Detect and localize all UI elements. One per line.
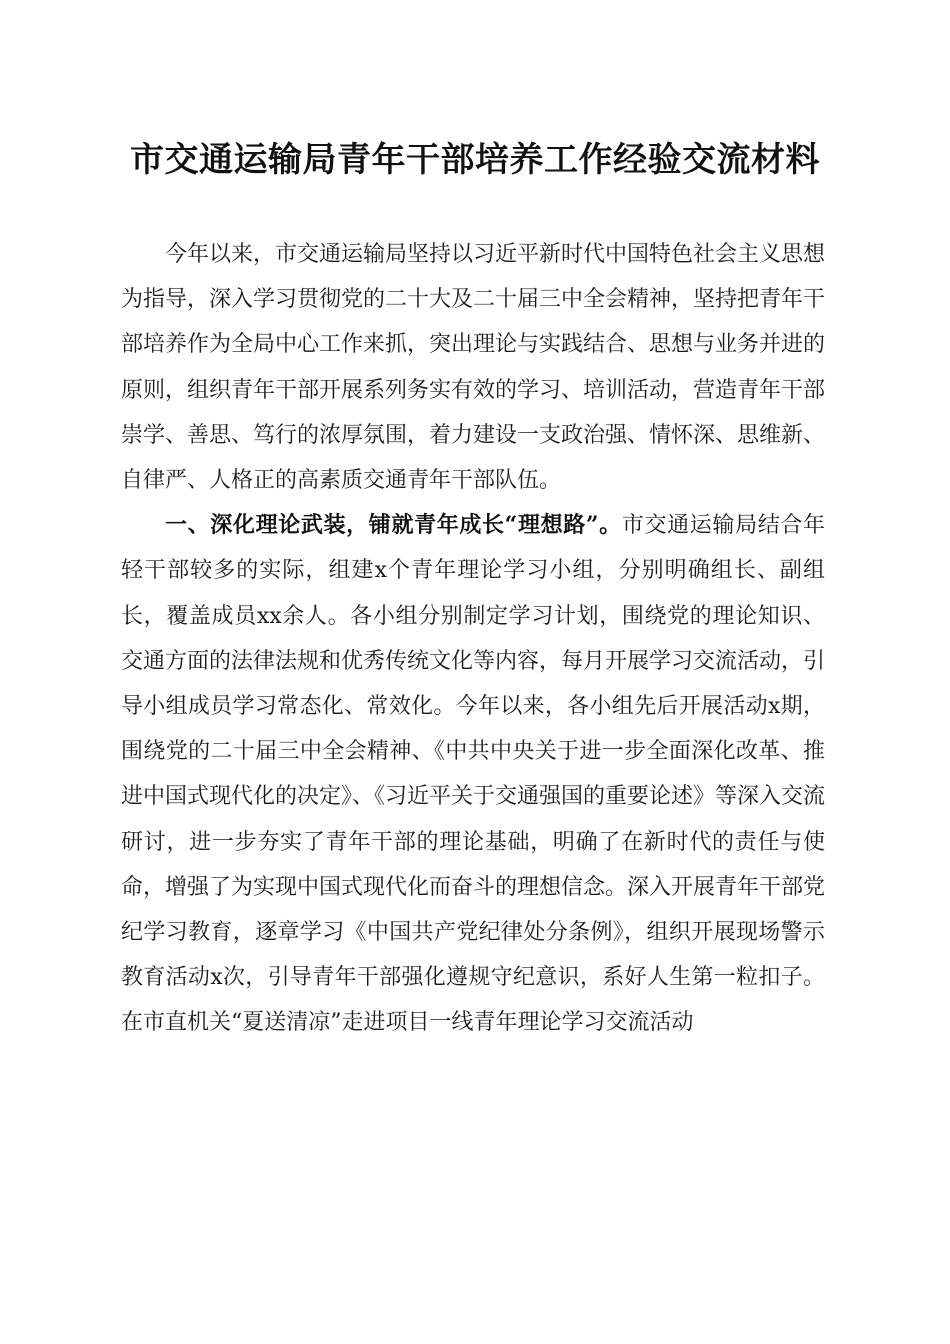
document-body [121, 232, 825, 1046]
section-1-paragraph [121, 503, 825, 1045]
section-1-text: 市交通运输局结合年轻干部较多的实际，组建x个青年理论学习小组，分别明确组长、副组长，覆盖成员xx余人。各小组分别制定学习计划，围绕党的理论知识、交通方面的法律法规和优秀传统文化等内容，每月开展学习交流活动，引导小组成员学习常态化、常效化。今年以来，各小组先后开展活动x期，围绕党的二十届三中全会精神、《中共中央关于进一步全面深化改革、推进中国式现代化的决定》、《习近平关于交通强国的重要论述》等深入交流研讨，进一步夯实了青年干部的理论基础，明确了在新时代的责任与使命，增强了为实现中国式现代化而奋斗的理想信念。深入开展青年干部党纪学习教育，逐章学习《中国共产党纪律处分条例》，组织开展现场警示教育活动x次，引导青年干部强化遵规守纪意识，系好人生第一粒扣子。在市直机关“夏送清凉”走进项目一线青年理论学习交流活动 [121, 513, 826, 1036]
document-title: 市交通运输局青年干部培养工作经验交流材料 [130, 140, 820, 180]
section-1-heading: 一、深化理论武装，铺就青年成长“理想路”。 [165, 512, 622, 539]
intro-paragraph: 今年以来，市交通运输局坚持以习近平新时代中国特色社会主义思想为指导，深入学习贯彻党的二十大及二十届三中全会精神，坚持把青年干部培养作为全局中心工作来抓，突出理论与实践结合、思想与业务并进的原则，组织青年干部开展系列务实有效的学习、培训活动，营造青年干部崇学、善思、笃行的浓厚氛围，着力建设一支政治强、情怀深、思维新、自律严、人格正的高素质交通青年干部队伍。 [121, 242, 826, 494]
